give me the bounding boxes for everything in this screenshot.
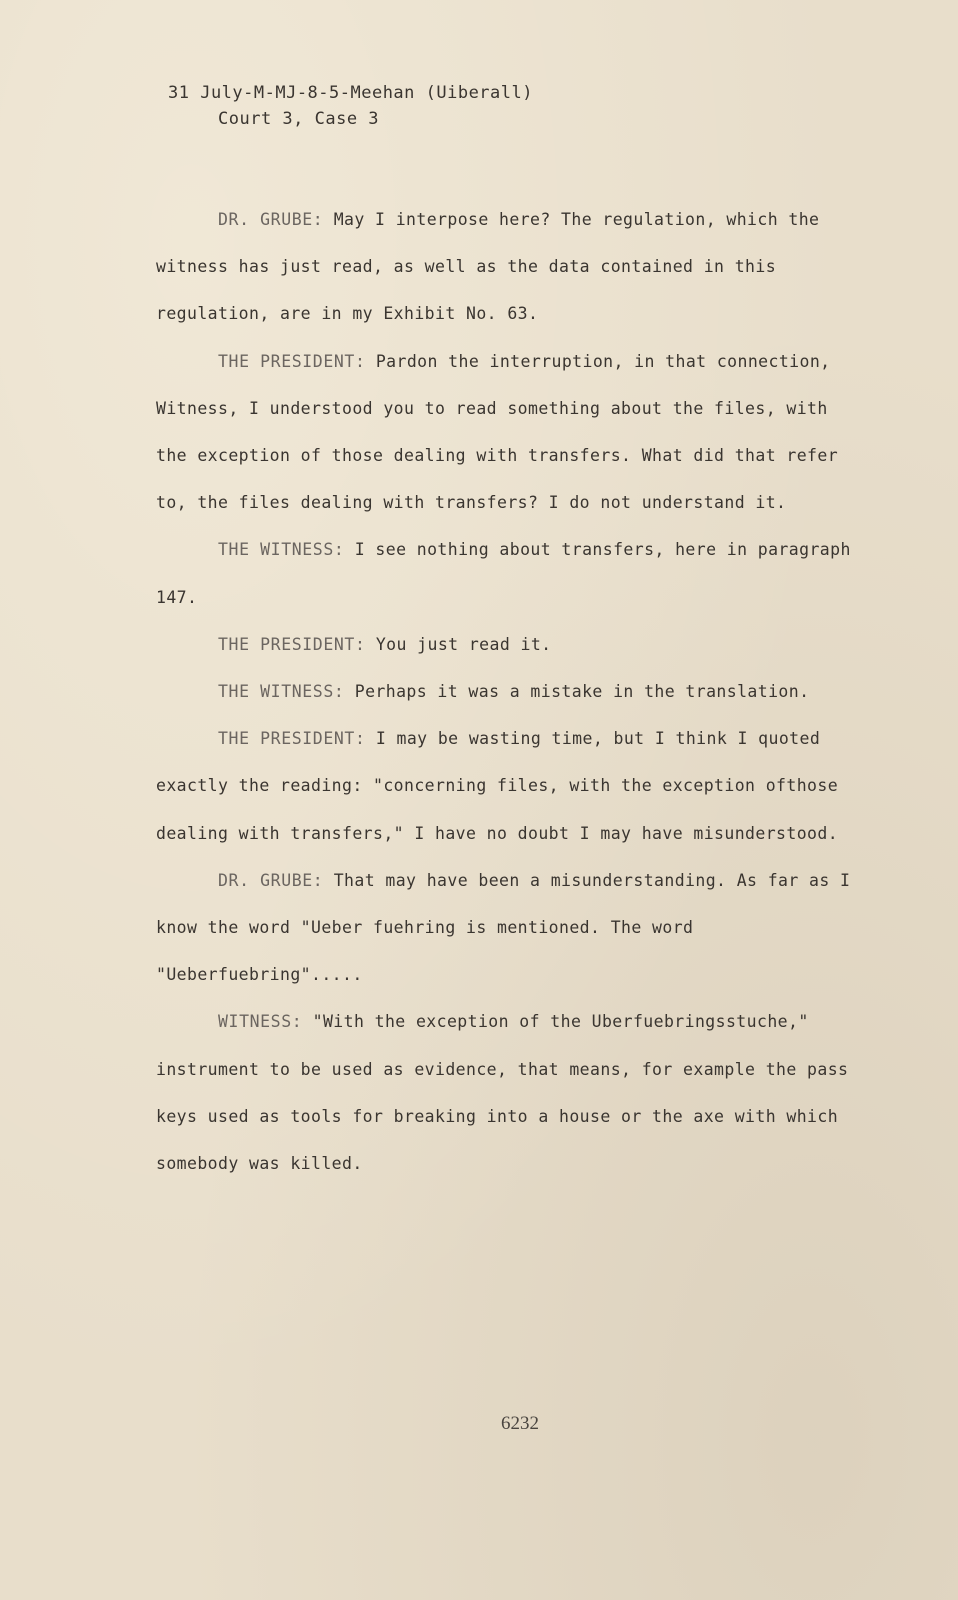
header-court-line: Court 3, Case 3 [218, 109, 380, 129]
transcript-body [156, 196, 856, 1187]
paragraph-text: I may be wasting time, but I think I quoted exactly the reading: "concerning files, with the exception ofthose dealing with transfers," I have no doubt I may have misunderstood. [156, 729, 839, 843]
paragraph-text: Perhaps it was a mistake in the translation. [354, 682, 810, 702]
paragraph-text: May I interpose here? The regulation, which the witness has just read, as well as the data contained in this regulation, are in my Exhibit No. 63. [156, 210, 820, 324]
speaker-label: DR. GRUBE: [218, 210, 324, 229]
paragraph-text: That may have been a misunderstanding. As far as I know the word "Ueber fuehring is mentioned. The word "Ueberfuebring"..... [156, 870, 851, 985]
speaker-label: THE PRESIDENT: [218, 634, 366, 654]
paragraph-text: I see nothing about transfers, here in paragraph 147. [156, 540, 851, 607]
transcript-paragraph [156, 621, 856, 668]
transcript-paragraph [156, 338, 856, 527]
transcript-paragraph [156, 526, 856, 620]
paragraph-text: "With the exception of the Uberfuebringsstuche," instrument to be used as evidence, that means, for example the pass keys used as tools for breaking into a house or the axe with which somebody was killed. [156, 1012, 849, 1174]
speaker-label: DR. GRUBE: [218, 870, 324, 890]
speaker-label: THE WITNESS: [218, 540, 345, 560]
speaker-label: WITNESS: [218, 1012, 303, 1032]
transcript-paragraph [156, 857, 856, 999]
transcript-paragraph [156, 668, 856, 715]
page-header [168, 80, 533, 132]
transcript-paragraph [156, 998, 856, 1187]
paragraph-text: You just read it. [375, 634, 552, 654]
header-reference-line: 31 July-M-MJ-8-5-Meehan (Uiberall) [168, 83, 533, 103]
paragraph-text: Pardon the interruption, in that connection, Witness, I understood you to read something about the files, with the exception of those dealing with transfers. What did that refer to, the files dealing with transfers? I do not understand it. [156, 351, 839, 513]
speaker-label: THE WITNESS: [218, 682, 345, 702]
page-number: 6232 [501, 1413, 539, 1434]
transcript-paragraph [156, 196, 856, 338]
speaker-label: THE PRESIDENT: [218, 729, 366, 749]
transcript-paragraph [156, 715, 856, 857]
speaker-label: THE PRESIDENT: [218, 351, 366, 371]
